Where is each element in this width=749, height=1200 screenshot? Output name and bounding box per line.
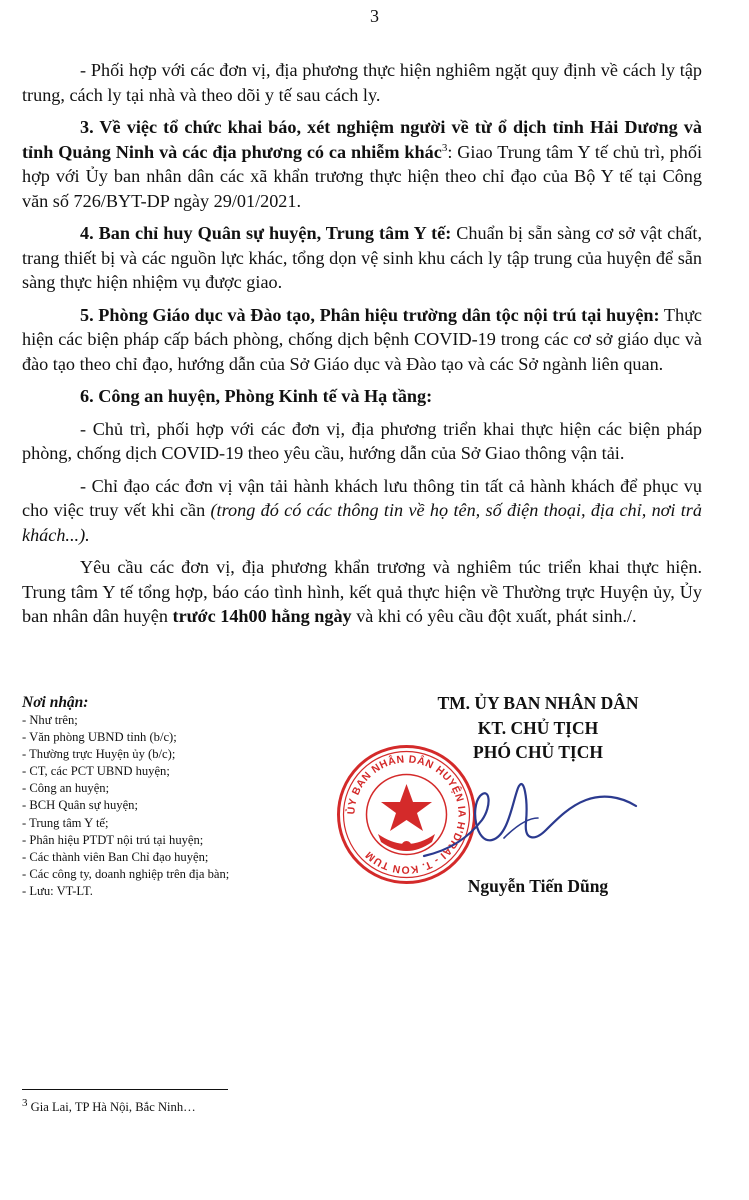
closing-text: Yêu cầu các đơn vị, địa phương khẩn trương và nghiêm túc triển khai thực hiện. Trung tâm Y tế tổng hợp, báo cáo tình hình, kết quả thực hiện về Thường trực Huyện ủy, Ủy ban nhân dân huyện: [22, 557, 702, 626]
paragraph-section-3: [22, 115, 702, 213]
seal-text: ỦY BAN NHÂN DÂN HUYỆN IA H'DRAI - T. KON TUM: [345, 753, 468, 876]
paragraph-section-4: [22, 221, 702, 295]
handwritten-signature: [420, 760, 640, 870]
paragraph-closing-request: [22, 555, 702, 629]
section-3-heading: 3. Về việc tổ chức khai báo, xét nghiệm người về từ ổ dịch tỉnh Hải Dương và tỉnh Quảng Ninh và các địa phương có ca nhiễm khác: [22, 117, 702, 162]
recipient-item: - Lưu: VT-LT.: [22, 883, 93, 898]
recipient-item: - Thường trực Huyện ủy (b/c);: [22, 747, 176, 762]
section-6-item-2-italic: (trong đó có các thông tin về họ tên, số điện thoại, địa chỉ, nơi trả khách...).: [22, 500, 702, 545]
footnote-mark: 3: [22, 1096, 28, 1109]
closing-deadline: trước 14h00 hằng ngày: [172, 606, 352, 626]
section-5-heading: 5. Phòng Giáo dục và Đào tạo, Phân hiệu trường dân tộc nội trú tại huyện:: [80, 304, 660, 325]
section-6-item-2-text: - Chỉ đạo các đơn vị vận tải hành khách lưu thông tin tất cả hành khách để phục vụ cho việc truy vết khi cần: [22, 475, 702, 520]
signature-line-3: PHÓ CHỦ TỊCH: [473, 742, 603, 762]
closing-tail: và khi có yêu cầu đột xuất, phát sinh./.: [351, 606, 637, 626]
footnote-divider: [22, 1089, 228, 1090]
recipient-item: - BCH Quân sự huyện;: [22, 798, 138, 813]
paragraph-section-5: [22, 303, 702, 377]
recipient-item: - Văn phòng UBND tỉnh (b/c);: [22, 730, 177, 745]
recipient-item: - Trung tâm Y tế;: [22, 815, 109, 830]
paragraph-section-6: [22, 384, 702, 409]
footnote-text: Gia Lai, TP Hà Nội, Bắc Ninh…: [27, 1100, 196, 1114]
footnote-ref: 3: [441, 141, 448, 154]
recipient-item: - CT, các PCT UBND huyện;: [22, 764, 170, 779]
recipients-block: [22, 693, 352, 900]
recipient-item: - Phân hiệu PTDT nội trú tại huyện;: [22, 832, 204, 847]
signature-line-2: KT. CHỦ TỊCH: [477, 717, 599, 738]
section-6-heading: 6. Công an huyện, Phòng Kinh tế và Hạ tầng:: [80, 386, 433, 406]
section-3-text: : Giao Trung tâm Y tế chủ trì, phối hợp với Ủy ban nhân dân các xã khẩn trương thực hiện theo chỉ đạo của Bộ Y tế tại Công văn số 726/BYT-DP ngày 29/01/2021.: [22, 141, 702, 211]
section-5-text: Thực hiện các biện pháp cấp bách phòng, chống dịch bệnh COVID-19 trong các cơ sở giáo dục và đào tạo theo chỉ đạo, hướng dẫn của Sở Giáo dục và Đào tạo và các Sở ngành liên quan.: [22, 304, 702, 374]
signature-line-1: TM. ỦY BAN NHÂN DÂN: [437, 693, 639, 713]
section-4-heading: 4. Ban chỉ huy Quân sự huyện, Trung tâm Y tế:: [80, 223, 452, 243]
page-number: 3: [370, 6, 379, 26]
recipient-item: - Các công ty, doanh nghiệp trên địa bàn;: [22, 866, 230, 881]
document-body: [22, 58, 702, 637]
recipient-item: - Như trên;: [22, 713, 78, 727]
section-4-text: Chuẩn bị sẵn sàng cơ sở vật chất, trang thiết bị và các nguồn lực khác, tổng dọn vệ sinh khu cách ly tập trung của huyện để sẵn sàng thực hiện nhiệm vụ được giao.: [22, 223, 702, 292]
footnote: [22, 1096, 196, 1115]
signer-name: Nguyễn Tiến Dũng: [467, 876, 609, 896]
paragraph-section-6-item-1: - Chủ trì, phối hợp với các đơn vị, địa phương triển khai thực hiện các biện pháp phòng, chống dịch COVID-19 theo yêu cầu, hướng dẫn của Sở Giao thông vận tải.: [22, 418, 702, 463]
recipient-item: - Các thành viên Ban Chỉ đạo huyện;: [22, 849, 209, 864]
recipient-item: - Công an huyện;: [22, 781, 110, 796]
paragraph-section-6-item-2: [22, 474, 702, 548]
paragraph-quarantine: - Phối hợp với các đơn vị, địa phương thực hiện nghiêm ngặt quy định về cách ly tập trung, cách ly tại nhà và theo dõi y tế sau cách ly.: [22, 60, 702, 105]
recipients-list: [22, 712, 352, 900]
recipients-title: Nơi nhận:: [22, 694, 89, 711]
